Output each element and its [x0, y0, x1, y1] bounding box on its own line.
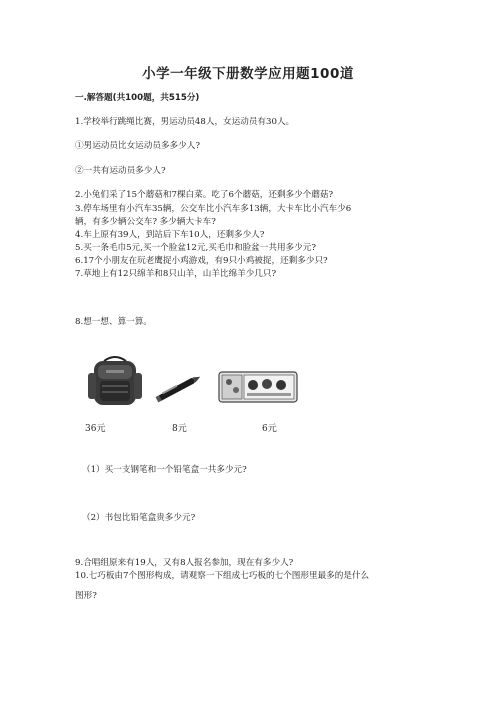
question-2: 2.小兔们采了15个蘑菇和7棵白菜。吃了6个蘑菇，还剩多少个蘑菇? [75, 190, 334, 200]
question-3-line-2: 辆，有多少辆公交车? 多少辆大卡车? [75, 217, 216, 227]
question-4: 4.车上原有39人，到站后下车10人，还剩多少人? [75, 230, 265, 240]
question-8-part-1: （1）买一支钢笔和一个铅笔盒一共多少元? [82, 465, 247, 475]
question-3-line-1: 3.停车场里有小汽车35辆，公交车比小汽车多13辆，大卡车比小汽车少6 [75, 204, 352, 214]
question-9: 9.合唱组原来有19人，又有8人报名参加，现在有多少人? [75, 558, 294, 568]
question-8: 8.想一想、算一算。 [75, 317, 152, 327]
question-1-part-2: ②一共有运动员多少人? [75, 166, 166, 176]
pencil-case-image [217, 368, 299, 406]
question-7: 7.草地上有12只绵羊和8只山羊，山羊比绵羊少几只? [75, 269, 277, 279]
question-1: 1.学校举行跳绳比赛，男运动员48人，女运动员有30人。 [75, 117, 295, 127]
question-10-line-2: 图形? [75, 591, 97, 601]
question-8-part-2: （2）书包比铅笔盒贵多少元? [82, 513, 196, 523]
backpack-price: 36元 [85, 424, 106, 434]
question-10-line-1: 10.七巧板由7个图形构成，请观察一下组成七巧板的七个图形里最多的是什么 [75, 571, 370, 581]
backpack-image [84, 355, 146, 407]
question-1-part-1: ①男运动员比女运动员多多少人? [75, 141, 200, 151]
page-title: 小学一年级下册数学应用题100道 [142, 66, 354, 82]
question-5: 5.买一条毛巾5元,买一个脸盆12元,买毛巾和脸盆一共用多少元? [75, 243, 316, 253]
question-6: 6.17个小朋友在玩老鹰捉小鸡游戏，有9只小鸡被捉，还剩多少只? [75, 256, 328, 266]
pen-image [152, 370, 206, 406]
section-heading: 一.解答题(共100题，共515分) [75, 93, 200, 103]
pencil-case-price: 6元 [262, 424, 277, 434]
pen-price: 8元 [172, 424, 187, 434]
